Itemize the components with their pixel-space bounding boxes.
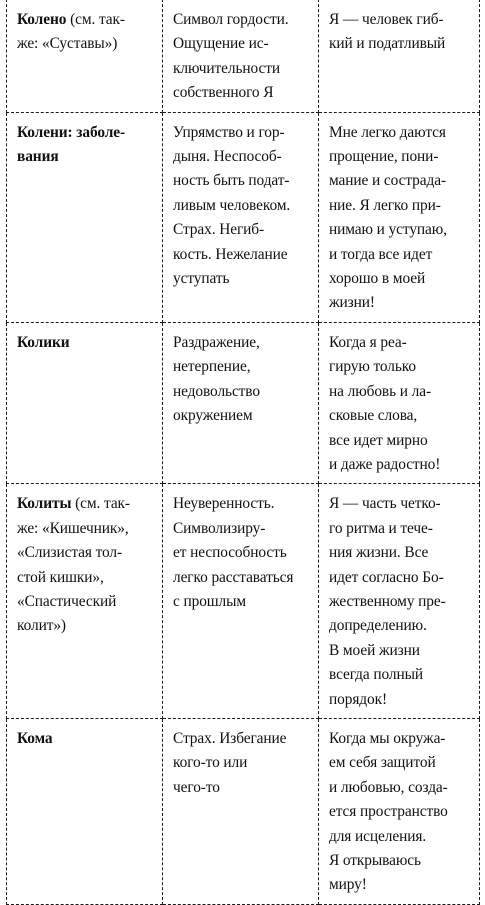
cause-cell bbox=[163, 322, 319, 483]
term-line bbox=[17, 727, 152, 751]
affirmation-line: Когда мы окружа- bbox=[329, 729, 446, 747]
affirmation-line: и тогда все идет bbox=[329, 245, 433, 263]
table-row bbox=[7, 112, 480, 322]
term-note: же: «Суставы») bbox=[17, 35, 118, 53]
affirmation-line: Я — человек гиб- bbox=[329, 11, 444, 28]
cause-line: Ощущение ис- bbox=[173, 35, 269, 53]
term-cell bbox=[7, 0, 163, 112]
cause-line: Символ гордости. bbox=[173, 11, 289, 28]
cause-line: ключительности bbox=[173, 59, 281, 77]
term-name: вания bbox=[17, 148, 59, 166]
cause-cell bbox=[163, 718, 319, 904]
cause-cell bbox=[163, 0, 319, 112]
affirmation-line: и любовью, созда- bbox=[329, 778, 448, 796]
affirmation-line: нимаю и уступаю, bbox=[329, 221, 447, 239]
term-note: (см. так- bbox=[71, 495, 130, 513]
table-row bbox=[7, 0, 480, 112]
affirmation-line: допределению. bbox=[329, 617, 427, 635]
cause-line: Страх. Негиб- bbox=[173, 221, 265, 239]
affirmation-line: кий и податливый bbox=[329, 35, 446, 53]
term-line bbox=[17, 32, 152, 56]
affirmation-line: идет согласно Бо- bbox=[329, 568, 444, 586]
affirmation-line: ем себя защитой bbox=[329, 754, 436, 772]
affirmation-line: все идет мирно bbox=[329, 431, 428, 449]
affirmation-line: миру! bbox=[329, 876, 367, 894]
affirmation-line: В моей жизни bbox=[329, 641, 420, 659]
affirmation-line: и даже радостно! bbox=[329, 455, 441, 473]
term-cell bbox=[7, 112, 163, 322]
cause-cell bbox=[163, 484, 319, 719]
cause-line: с прошлым bbox=[173, 592, 247, 610]
term-line bbox=[17, 566, 152, 590]
cause-cell bbox=[163, 112, 319, 322]
affirmation-line: ние. Я легко при- bbox=[329, 196, 441, 214]
cause-line: Раздражение, bbox=[173, 333, 260, 351]
cause-line: легко расставаться bbox=[173, 568, 294, 586]
term-cell bbox=[7, 484, 163, 719]
affirmation-line: Когда я реа- bbox=[329, 333, 407, 351]
affirmation-line: для исцеления. bbox=[329, 827, 427, 845]
term-line bbox=[17, 614, 152, 638]
cause-line: чего-то bbox=[173, 778, 220, 796]
affirmation-line: жественному пре- bbox=[329, 592, 446, 610]
cause-line: нетерпение, bbox=[173, 358, 251, 376]
affirmation-cell bbox=[319, 484, 480, 719]
term-note: (см. так- bbox=[66, 11, 125, 28]
cause-line: ливым человеком. bbox=[173, 196, 291, 214]
term-note: стой кишки», bbox=[17, 568, 104, 586]
term-note: «Спастический bbox=[17, 592, 117, 610]
term-name: Колиты bbox=[17, 495, 72, 513]
term-note: «Слизистая тол- bbox=[17, 544, 123, 562]
reference-table bbox=[6, 0, 480, 905]
cause-line: Упрямство и гор- bbox=[173, 123, 285, 141]
term-cell bbox=[7, 718, 163, 904]
affirmation-line: Я — часть четко- bbox=[329, 495, 441, 513]
affirmation-line: хорошо в моей bbox=[329, 270, 426, 288]
cause-line: недовольство bbox=[173, 382, 260, 400]
cause-line: кого-то или bbox=[173, 754, 248, 772]
cause-line: Страх. Избегание bbox=[173, 729, 287, 747]
term-name: Колени: заболе- bbox=[17, 123, 126, 141]
term-line bbox=[17, 541, 152, 565]
affirmation-line: Я открываюсь bbox=[329, 852, 421, 869]
affirmation-line: прощение, пони- bbox=[329, 148, 439, 166]
affirmation-cell bbox=[319, 0, 480, 112]
cause-line: окружением bbox=[173, 407, 253, 425]
term-cell bbox=[7, 322, 163, 483]
affirmation-line: ния жизни. Все bbox=[329, 544, 429, 562]
term-note: же: «Кишечник», bbox=[17, 519, 129, 537]
term-name: Кома bbox=[17, 729, 53, 747]
affirmation-cell bbox=[319, 112, 480, 322]
affirmation-line: ется пространство bbox=[329, 803, 448, 821]
affirmation-line: Мне легко даются bbox=[329, 123, 446, 141]
cause-line: кость. Нежелание bbox=[173, 245, 288, 263]
term-note: колит») bbox=[17, 617, 66, 635]
term-line bbox=[17, 145, 152, 169]
cause-line: ет неспособность bbox=[173, 544, 287, 562]
term-line bbox=[17, 590, 152, 614]
term-line bbox=[17, 121, 152, 145]
table-row bbox=[7, 718, 480, 904]
cause-line: Символизиру- bbox=[173, 519, 266, 537]
affirmation-line: жизни! bbox=[329, 294, 375, 312]
table-body bbox=[7, 0, 480, 904]
term-line bbox=[17, 492, 152, 516]
term-name: Колено bbox=[17, 11, 67, 28]
cause-line: дыня. Неспособ- bbox=[173, 148, 282, 166]
affirmation-line: мание и сострада- bbox=[329, 172, 446, 190]
affirmation-line: сковые слова, bbox=[329, 407, 418, 425]
cause-line: ность быть подат- bbox=[173, 172, 290, 190]
term-line bbox=[17, 331, 152, 355]
cause-line: уступать bbox=[173, 270, 230, 288]
term-line bbox=[17, 517, 152, 541]
table-row bbox=[7, 484, 480, 719]
term-name: Колики bbox=[17, 333, 70, 351]
affirmation-line: гирую только bbox=[329, 358, 416, 376]
affirmation-cell bbox=[319, 718, 480, 904]
affirmation-line: го ритма и тече- bbox=[329, 519, 433, 537]
affirmation-line: порядок! bbox=[329, 690, 388, 708]
affirmation-line: на любовь и ла- bbox=[329, 382, 431, 400]
cause-line: собственного Я bbox=[173, 84, 274, 102]
affirmation-line: всегда полный bbox=[329, 666, 424, 684]
affirmation-cell bbox=[319, 322, 480, 483]
term-line bbox=[17, 8, 152, 32]
table-row bbox=[7, 322, 480, 483]
cause-line: Неуверенность. bbox=[173, 495, 275, 513]
